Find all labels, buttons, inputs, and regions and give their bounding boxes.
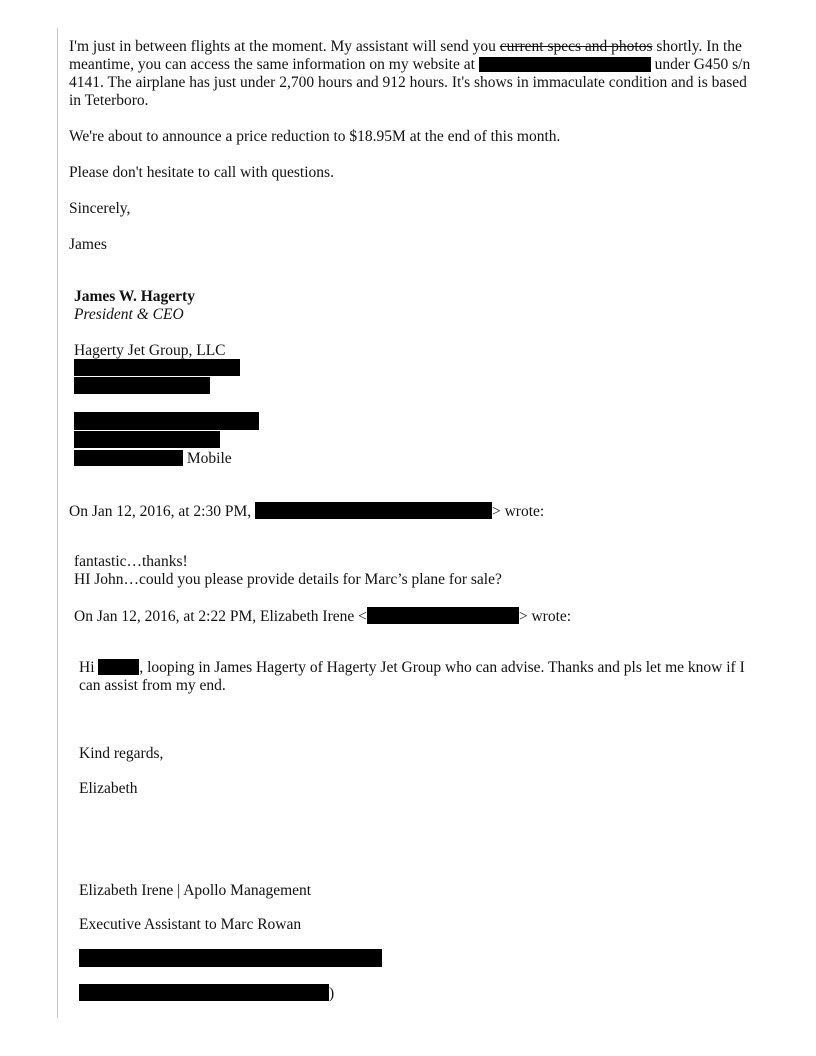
quote2-name: Elizabeth bbox=[79, 780, 138, 797]
signature-name bbox=[74, 288, 195, 306]
reply-paragraph-2: We're about to announce a price reduction to $18.95M at the end of this month. bbox=[69, 128, 561, 145]
signature-title bbox=[74, 306, 184, 324]
paren: ) bbox=[329, 985, 335, 1002]
quote1-line1: fantastic…thanks! bbox=[74, 553, 188, 570]
redaction-sig-contact-2 bbox=[79, 984, 329, 1001]
quote2-body-rest: , looping in James Hagerty of Hagerty Jet Group who can advise. Thanks and pls let me know if I can assist from my end. bbox=[79, 659, 745, 694]
quote1-header-b: > wrote: bbox=[492, 503, 545, 520]
quote2-body-hi: Hi bbox=[79, 659, 95, 676]
reply-paragraph-3: Please don't hesitate to call with questions. bbox=[69, 164, 334, 181]
quote2-sig-line2: Executive Assistant to Marc Rowan bbox=[79, 916, 302, 933]
redaction-mobile-number bbox=[74, 450, 183, 466]
signature-company: Hagerty Jet Group, LLC bbox=[74, 342, 226, 359]
redaction-address-1 bbox=[74, 359, 240, 376]
quote1-header-a: On Jan 12, 2016, at 2:30 PM, bbox=[69, 503, 252, 520]
signature-title-text: President & CEO bbox=[74, 306, 184, 323]
redaction-recipient-name bbox=[98, 659, 139, 675]
reply-paragraph-1 bbox=[69, 38, 759, 110]
mobile-label: Mobile bbox=[186, 450, 232, 467]
quote2-sig-contact-2 bbox=[79, 984, 334, 1003]
reply-text-a: I'm just in between flights at the moment. My assistant will send you bbox=[69, 38, 500, 55]
struck-text: current specs and photos bbox=[499, 38, 653, 55]
signature-mobile bbox=[74, 450, 232, 468]
redaction-sig-contact-1 bbox=[79, 949, 382, 967]
reply-text-c: under G450 s/n 4141. The airplane has just under 2,700 hours and 912 hours. It's shows in immaculate condition and is based in Teterboro. bbox=[69, 56, 751, 109]
quote2-sig-line1: Elizabeth Irene | Apollo Management bbox=[79, 882, 312, 899]
quote2-header bbox=[74, 607, 571, 626]
quote1-line2: HI John…could you please provide details for Marc’s plane for sale? bbox=[74, 571, 502, 588]
reply-signoff: James bbox=[69, 236, 107, 253]
quote-bar bbox=[57, 28, 58, 1018]
redaction-address-2 bbox=[74, 377, 210, 394]
redaction-sender-email bbox=[255, 502, 492, 519]
redaction-elizabeth-email bbox=[367, 607, 519, 624]
quote2-body bbox=[79, 659, 749, 695]
reply-closing: Sincerely, bbox=[69, 200, 131, 217]
signature-name-text: James W. Hagerty bbox=[74, 288, 195, 305]
quote2-header-a: On Jan 12, 2016, at 2:22 PM, Elizabeth Irene < bbox=[74, 608, 367, 625]
redaction-contact-1 bbox=[74, 412, 259, 430]
quote1-header bbox=[69, 502, 544, 521]
redaction-contact-2 bbox=[74, 431, 220, 448]
redaction-website bbox=[479, 57, 651, 72]
reply-text-b: shortly. In the meantime, you can access the same information on my website at bbox=[69, 38, 742, 73]
quote2-regards: Kind regards, bbox=[79, 745, 164, 762]
quote2-header-b: > wrote: bbox=[518, 608, 572, 625]
